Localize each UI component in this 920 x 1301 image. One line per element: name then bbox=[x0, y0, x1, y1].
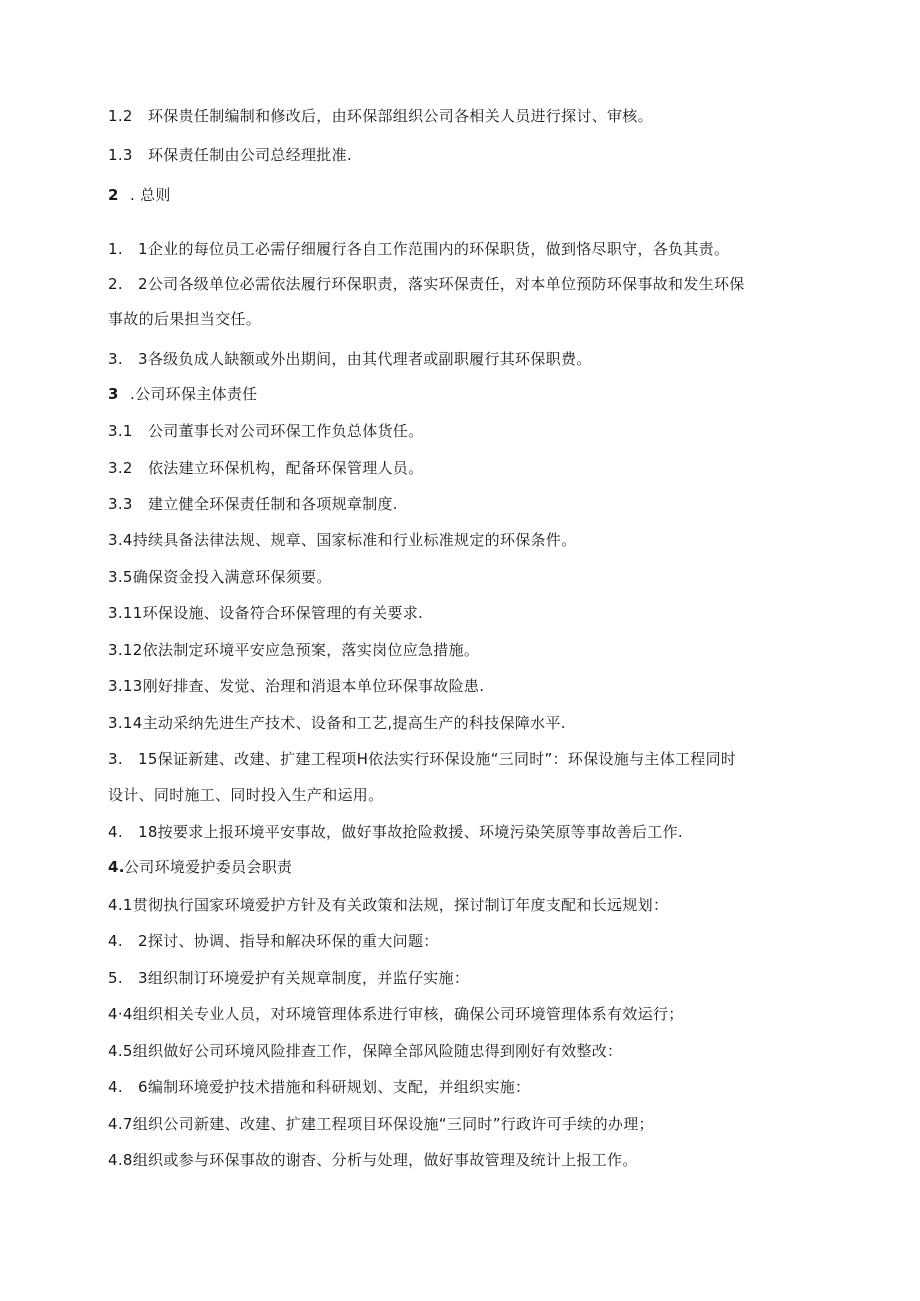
clause-4-7 bbox=[108, 1114, 654, 1134]
clause-text: 3.14主动采纳先进生产技术、设备和工艺,提高生产的科技保障水平. bbox=[108, 714, 566, 732]
clause-3-1 bbox=[108, 421, 423, 441]
clause-4-2 bbox=[108, 931, 439, 951]
clause-3-13 bbox=[108, 676, 484, 696]
clause-text: 环保贵任制编制和修改后，由环保部组织公司各相关人员进行探讨、审核。 bbox=[148, 107, 653, 125]
section-number: 3 bbox=[108, 385, 119, 403]
section-heading-2 bbox=[108, 185, 171, 205]
clause-4-8 bbox=[108, 1150, 638, 1170]
clause-text: 环保责任制由公司总经理批准. bbox=[148, 146, 352, 164]
clause-3-15-continued bbox=[108, 785, 383, 805]
clause-text: 2探讨、协调、指导和解决环保的重大问题： bbox=[138, 932, 439, 950]
clause-text: 2公司各级单位必需依法履行环保职责，落实环保责任，对本单位预防环保事故和发生环保 bbox=[138, 275, 745, 293]
clause-text: 设计、同时施工、同时投入生产和运用。 bbox=[108, 786, 384, 804]
clause-number: 3.3 bbox=[108, 495, 133, 513]
clause-number: 4. bbox=[108, 1078, 123, 1096]
section-heading-4 bbox=[108, 857, 292, 877]
clause-text: 3.11环保设施、设备符合环保管理的有关要求. bbox=[108, 604, 424, 622]
clause-number: 1. bbox=[108, 240, 123, 258]
clause-text: 4.1贯彻执行国家环境爱护方针及有关政策和法规，探讨制订年度支配和长远规划： bbox=[108, 896, 669, 914]
clause-2-3 bbox=[108, 349, 592, 369]
clause-text: 3各级负成人缺额或外出期间，由其代理者或副职履行其环保职费。 bbox=[138, 350, 592, 368]
clause-3-4 bbox=[108, 530, 576, 550]
clause-3-5 bbox=[108, 567, 332, 587]
section-title: .公司环保主体责任 bbox=[130, 385, 258, 403]
clause-4-6 bbox=[108, 1077, 530, 1097]
clause-4-5 bbox=[108, 1041, 622, 1061]
clause-3-12 bbox=[108, 640, 479, 660]
clause-3-11 bbox=[108, 603, 423, 623]
clause-text: 事故的后果担当交任。 bbox=[108, 310, 262, 328]
clause-4-3 bbox=[108, 968, 469, 988]
clause-number: 3.2 bbox=[108, 459, 133, 477]
clause-text: 3.13刚好排查、发觉、治理和消退本单位环保事故险患. bbox=[108, 677, 485, 695]
clause-text: 3.12依法制定环境平安应急预案，落实岗位应急措施。 bbox=[108, 641, 480, 659]
section-title: 公司环境爱护委员会职责 bbox=[124, 858, 293, 876]
clause-text: 4.5组织做好公司环境风险排查工作，保障全部风险随忠得到刚好有效整改： bbox=[108, 1042, 623, 1060]
clause-text: 6编制环境爱护技术措施和科研规划、支配，并组织实施： bbox=[138, 1078, 531, 1096]
clause-3-2 bbox=[108, 458, 423, 478]
clause-text: 依法建立环保机构，配备环保管理人员。 bbox=[148, 459, 424, 477]
clause-text: 3.4持续具备法律法规、规章、国家标准和行业标准规定的环保条件。 bbox=[108, 531, 577, 549]
clause-text: 15保证新建、改建、扩建工程项H依法实行环保设施“三同时”：环保设施与主体工程同时 bbox=[138, 750, 737, 768]
clause-text: 3.5确保资金投入满意环保须要。 bbox=[108, 568, 332, 586]
clause-number: 1.2 bbox=[108, 107, 133, 125]
clause-text: 1企业的每位员工必需仔细履行各自工作范围内的环保职货，做到恪尽职守，各负其责。 bbox=[138, 240, 730, 258]
section-number: 2 bbox=[108, 186, 119, 204]
clause-text: 公司董事长对公司环保工作负总体货任。 bbox=[148, 422, 424, 440]
clause-2-2 bbox=[108, 274, 745, 294]
clause-number: 5. bbox=[108, 969, 123, 987]
section-heading-3 bbox=[108, 384, 257, 404]
section-title: . 总则 bbox=[130, 186, 171, 204]
clause-text: 4.8组织或参与环保事故的谢杳、分析与处理，做好事故管理及统计上报工作。 bbox=[108, 1151, 638, 1169]
section-number: 4. bbox=[108, 858, 125, 876]
clause-text: 3组织制订环境爱护有关规章制度，并监仔实施： bbox=[138, 969, 470, 987]
clause-text: 4·4组织相关专业人员，对环境管理体系进行审核，确保公司环境管理体系有效运行； bbox=[108, 1005, 684, 1023]
clause-2-1 bbox=[108, 239, 729, 259]
clause-number: 4. bbox=[108, 932, 123, 950]
clause-number: 3. bbox=[108, 350, 123, 368]
clause-3-18 bbox=[108, 822, 683, 842]
clause-3-14 bbox=[108, 713, 566, 733]
clause-4-1 bbox=[108, 895, 668, 915]
clause-number: 1.3 bbox=[108, 146, 133, 164]
clause-text: 18按要求上报环境平安事故，做好事故抢险救援、环境污染笑原等事故善后工作. bbox=[138, 823, 683, 841]
clause-1-3 bbox=[108, 145, 352, 165]
clause-1-2 bbox=[108, 106, 653, 126]
clause-3-3 bbox=[108, 494, 398, 514]
clause-text: 建立健全环保责任制和各项规章制度. bbox=[148, 495, 398, 513]
clause-2-2-continued bbox=[108, 309, 261, 329]
clause-text: 4.7组织公司新建、改建、扩建工程项目环保设施“三同时”行政许可手续的办理； bbox=[108, 1115, 654, 1133]
clause-number: 3.1 bbox=[108, 422, 133, 440]
clause-number: 3. bbox=[108, 750, 123, 768]
clause-4-4 bbox=[108, 1004, 684, 1024]
clause-number: 4. bbox=[108, 823, 123, 841]
clause-number: 2. bbox=[108, 275, 123, 293]
clause-3-15 bbox=[108, 749, 736, 769]
